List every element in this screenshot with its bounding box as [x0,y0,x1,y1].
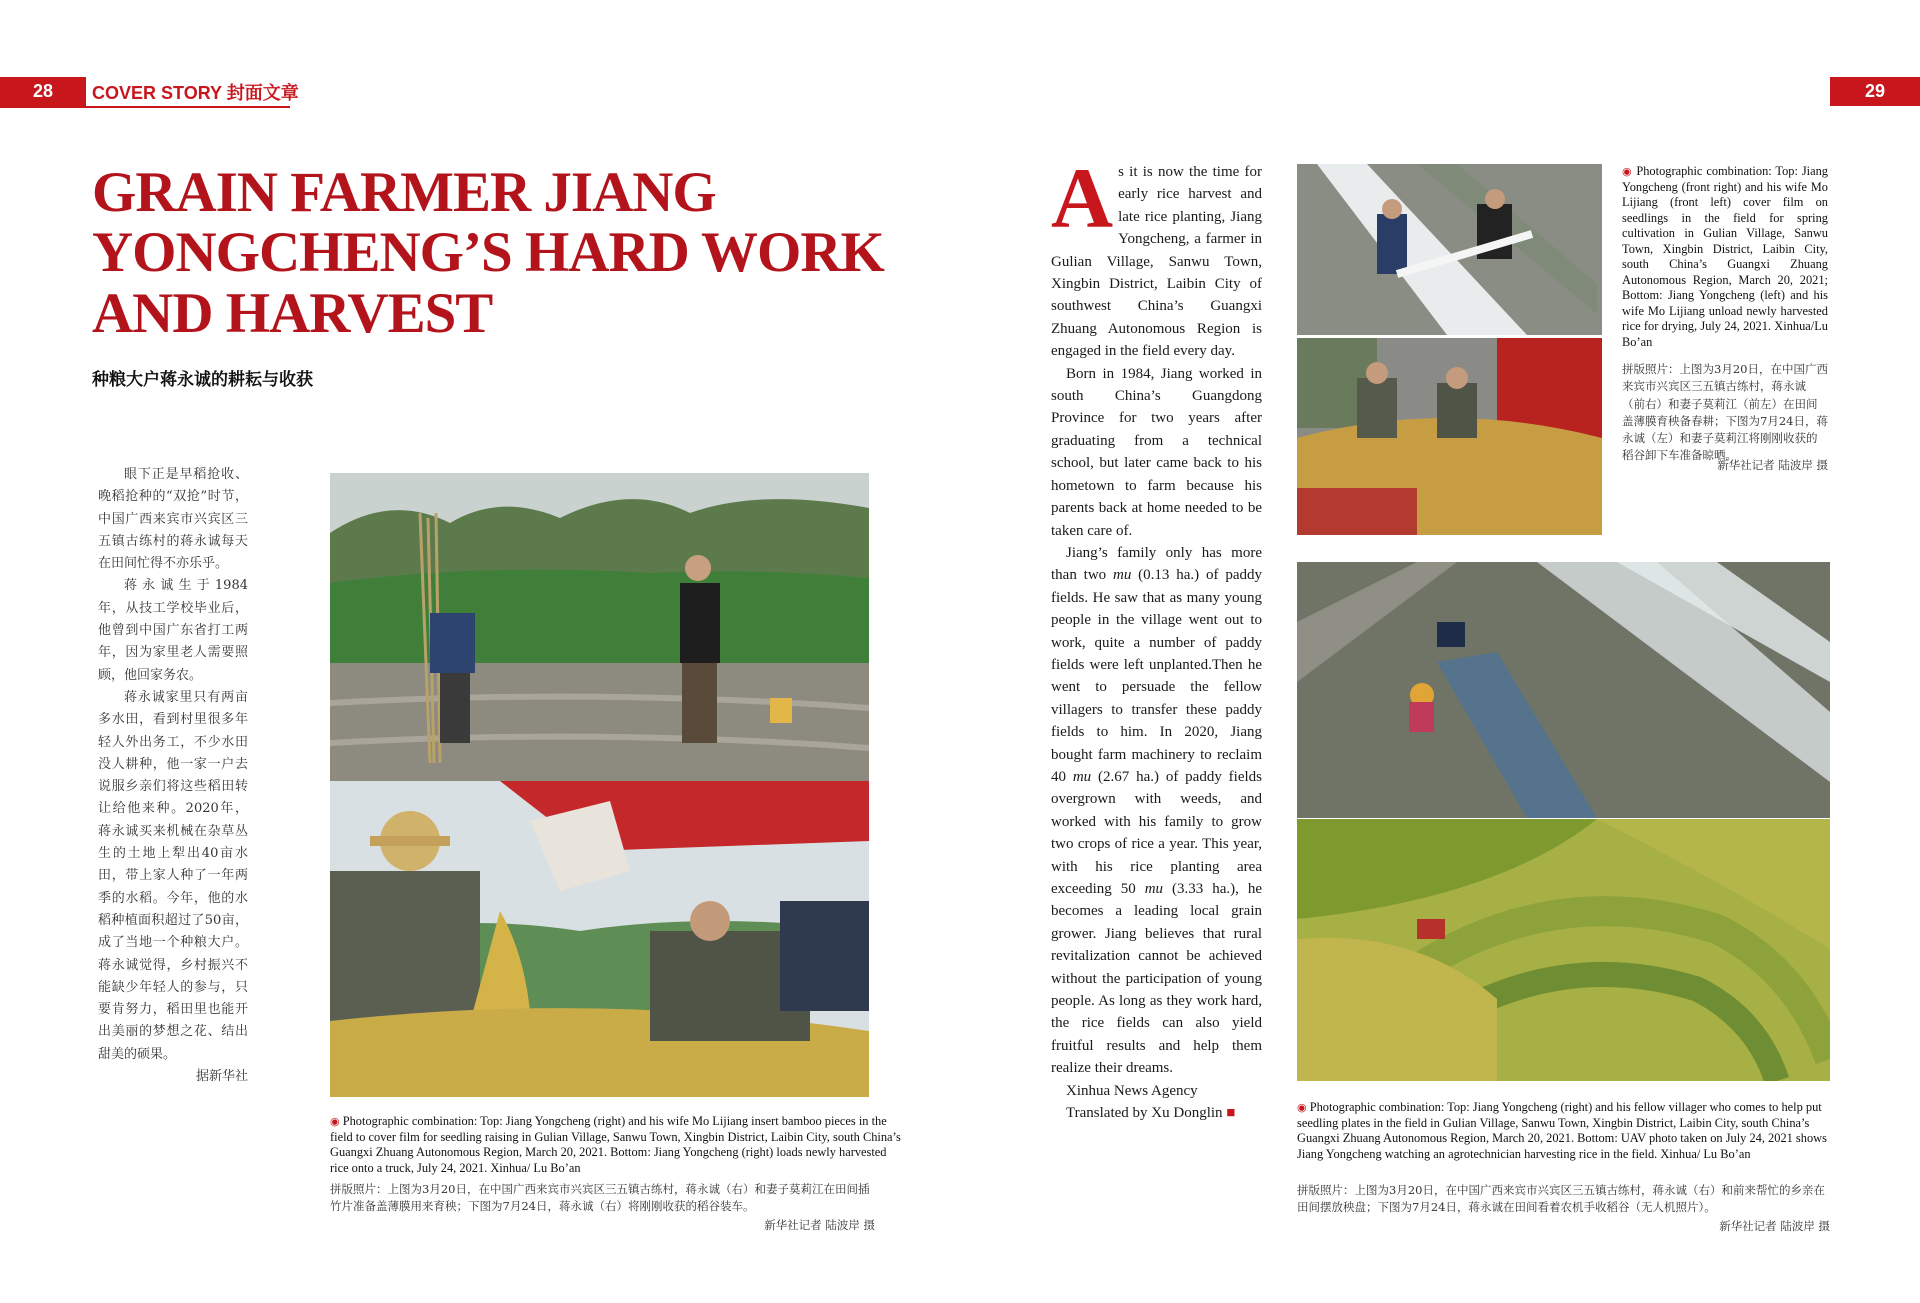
left-page-number: 28 [0,77,86,106]
en-paragraph-1: As it is now the time for early rice harvest and late rice planting, Jiang Yongcheng, a farmer in Gulian Village, Sanwu Town, Xingbin District, Laibin City of southwest China’s Guangxi Zhuang Autonomous Region is engaged in the field every day. [1051,150,1262,360]
top-right-photo-caption-cn: 拼版照片：上图为3月20日，在中国广西来宾市兴宾区三五镇古练村，蒋永诚（前右）和妻子莫莉江（前左）在田间盖薄膜育秧备春耕；下图为7月24日，蒋永诚（左）和妻子莫莉江将刚刚收获的稻谷卸下车准备晾晒。 [1622,362,1828,463]
left-photo-credit: 新华社记者 陆波岸 摄 [764,1218,875,1232]
photo-bamboo-planting [330,473,869,781]
photo-loading-rice [330,781,869,1097]
camera-bullet-icon: ◉ [1622,166,1633,178]
chinese-article-body [98,464,248,1088]
drop-cap: A [1051,150,1114,246]
bottom-right-photo-caption-en [1297,1100,1837,1162]
cn-paragraph: 眼下正是早稻抢收、晚稻抢种的“双抢”时节，中国广西来宾市兴宾区三五镇古练村的蒋永诚每天在田间忙得不亦乐乎。 [98,467,248,572]
photo-covering-film [1297,164,1602,335]
en-paragraph-2: Born in 1984, Jiang worked in south China’s Guangdong Province for two years after graduating from a technical school, but later came back to his hometown to farm because his parents back at home needed to be taken care of. [1051,365,1262,539]
top-right-photo-caption-en [1622,164,1828,350]
left-page-header [0,77,299,108]
cn-paragraph: 蒋永诚生于1984年，从技工学校毕业后，他曾到中国广东省打工两年，因为家里老人需要照顾，他回家务农。 [98,578,248,683]
agency-line: Xinhua News Agency [1066,1082,1198,1099]
section-label: COVER STORY 封面文章 [92,83,299,103]
cn-source: 据新华社 [195,1069,248,1085]
bottom-right-photo-credit: 新华社记者 陆波岸 摄 [1719,1219,1830,1233]
camera-bullet-icon: ◉ [330,1116,340,1128]
en-paragraph-3: Jiang’s family only has more than two mu (0.13 ha.) of paddy fields. He saw that as many young people in the village went out to work, quite a number of paddy fields were left unplanted.Then he went to persuade the fellow villagers to transfer these paddy fields to him. In 2020, Jiang bought farm machinery to reclaim 40 mu (2.67 ha.) of paddy fields overgrown with weeds, and worked with his family to grow two crops of rice a year. This year, with his rice planting area exceeding 50 mu (3.33 ha.), he becomes a leading local grain grower. Jiang believes that rural revitalization cannot be achieved without the participation of young people. As long as they work hard, the rice fields can also yield fruitful results and help them realize their dreams. [1051,544,1262,1077]
english-article-body [1051,150,1262,1124]
end-mark-icon: ■ [1226,1105,1236,1122]
top-right-photo-credit: 新华社记者 陆波岸 摄 [1717,458,1828,472]
left-photo-caption-en [330,1114,906,1176]
cn-paragraph: 蒋永诚家里只有两亩多水田，看到村里很多年轻人外出务工，不少水田没人耕种，他一家一户去说服乡亲们将这些稻田转让给他来种。2020年，蒋永诚买来机械在杂草丛生的土地上犁出40亩水田，带上家人种了一年两季的水稻。今年，他的水稻种植面积超过了50亩，成了当地一个种粮大户。蒋永诚觉得，乡村振兴不能缺少年轻人的参与，只要肯努力，稻田里也能开出美丽的梦想之花、结出甜美的硕果。 [98,689,248,1062]
top-right-caption-text: Photographic combination: Top: Jiang Yongcheng (front right) and his wife Mo Lijiang (front left) cover film on seedlings in the field for spring cultivation in Gulian Village, Sanwu Town, Xingbin District, Laibin City, south China’s Guangxi Zhuang Autonomous Region, March 20, 2021; Bottom: Jiang Yongcheng (left) and his wife Mo Lijiang unload newly harvested rice for drying, July 24, 2021. Xinhua/Lu Bo’an [1622,164,1828,349]
bottom-right-photo-caption-cn: 拼版照片：上图为3月20日，在中国广西来宾市兴宾区三五镇古练村，蒋永诚（右）和前来帮忙的乡亲在田间摆放秧盘；下图为7月24日，蒋永诚在田间看着农机手收稻谷（无人机照片）。 [1297,1183,1825,1215]
left-photo-caption-cn: 拼版照片：上图为3月20日，在中国广西来宾市兴宾区三五镇古练村，蒋永诚（右）和妻子莫莉江在田间插竹片准备盖薄膜用来育秧；下图为7月24日，蒋永诚（右）将刚刚收获的稻谷装车。 [330,1182,870,1214]
bottom-right-caption-text: Photographic combination: Top: Jiang Yongcheng (right) and his fellow villager who comes to help put seedling plates in the field in Gulian Village, Sanwu Town, Xingbin District, Laibin City, south China’s Guangxi Zhuang Autonomous Region, March 20, 2021. Bottom: UAV photo taken on July 24, 2021 shows Jiang Yongcheng watching an agrotechnician harvesting rice in the field. Xinhua/ Lu Bo’an [1297,1100,1827,1161]
article-title: GRAIN FARMER JIANG YONGCHENG’S HARD WORK AND HARVEST [92,161,884,345]
right-page-number: 29 [1830,77,1920,106]
left-caption-text: Photographic combination: Top: Jiang Yongcheng (right) and his wife Mo Lijiang insert bamboo pieces in the field to cover film for seedling raising in Gulian Village, Sanwu Town, Xingbin District, Laibin City, south China’s Guangxi Zhuang Autonomous Region, March 20, 2021. Bottom: Jiang Yongcheng (right) loads newly harvested rice onto a truck, July 24, 2021. Xinhua/ Lu Bo’an [330,1114,901,1175]
translator-line: Translated by Xu Donglin ■ [1066,1105,1236,1122]
photo-unloading-rice [1297,338,1602,535]
article-subtitle-cn: 种粮大户蒋永诚的耕耘与收获 [92,370,313,390]
camera-bullet-icon: ◉ [1297,1102,1307,1114]
photo-uav-harvest [1297,819,1830,1081]
photo-seedling-plates [1297,562,1830,818]
